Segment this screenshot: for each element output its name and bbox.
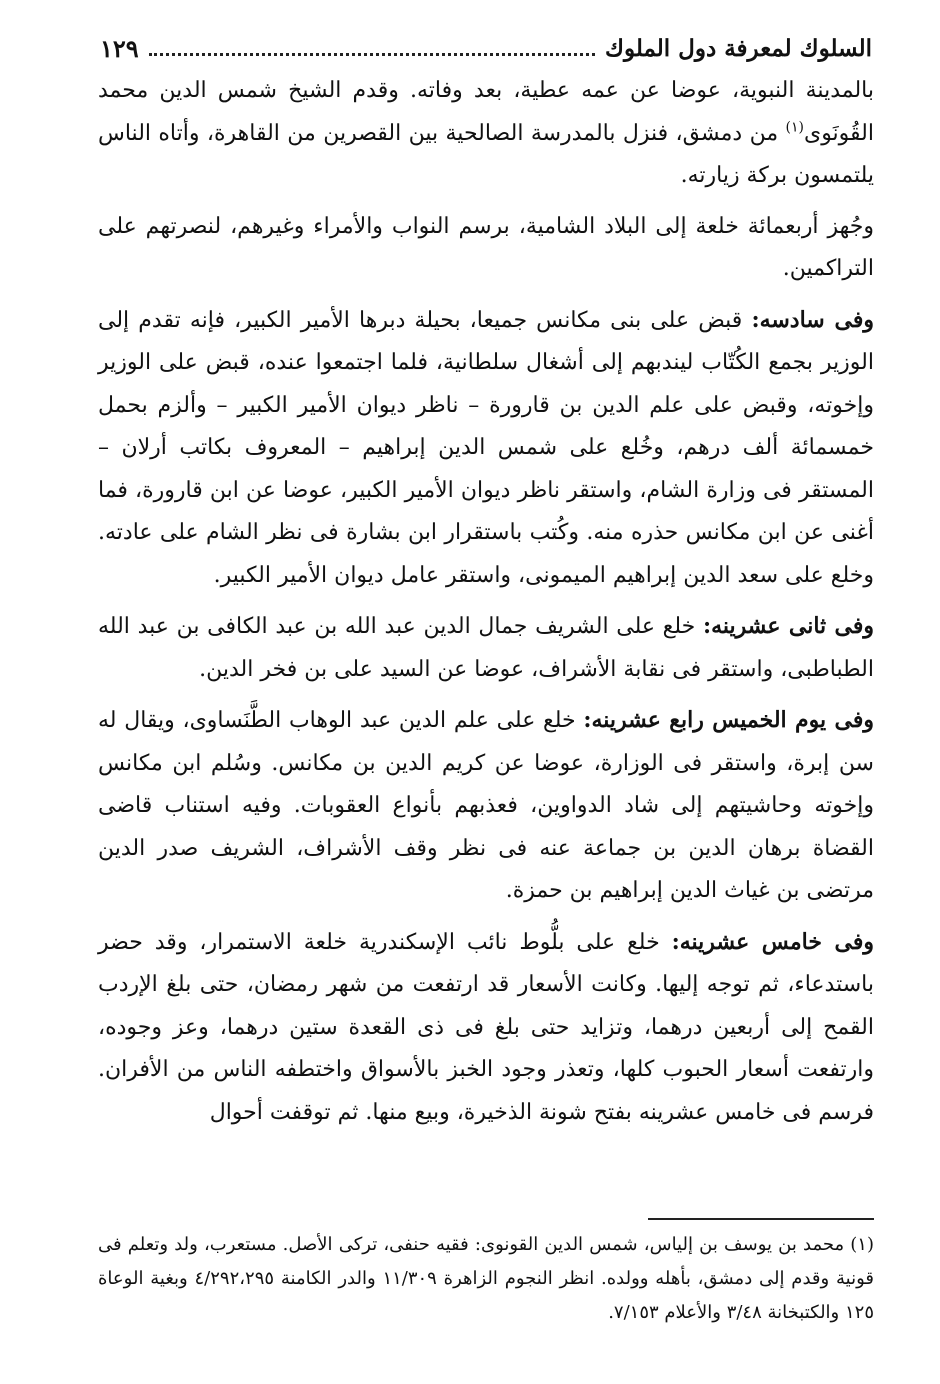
footnotes [98,1228,874,1330]
entry-text: قبض على بنى مكانس جميعا، بحيلة دبرها الأمير الكبير، فإنه تقدم إلى الوزير بجمع الكُتّاب ليندبهم إلى أشغال سلطانية، فلما اجتمعوا عنده، قبض على الوزير وإخوته، وقبض على علم الدين بن قارورة – ناظر ديوان الأمير الكبير – وألزم بحمل خمسمائة ألف درهم، وخُلع على شمس الدين إبراهيم – المعروف بكاتب أرلان – المستقر فى وزارة الشام، واستقر ناظر ديوان الأمير الكبير، عوضا عن ابن قارورة، فما أغنى عن ابن مكانس حذره منه. وكُتب باستقرار ابن بشارة فى نظر الشام على عادته. وخلع على سعد الدين إبراهيم الميمونى، واستقر عامل ديوان الأمير الكبير. [98,307,874,588]
paragraph [98,206,874,291]
entry-date-heading: وفى ثانى عشرينه: [702,613,874,639]
paragraph-text: وجُهز أربعمائة خلعة إلى البلاد الشامية، برسم النواب والأمراء وغيرهم، لنصرتهم على التراكمين. [98,213,874,281]
paragraph-text: من دمشق، فنزل بالمدرسة الصالحية بين القصرين من القاهرة، وأتاه الناس يلتمسون بركة زيارته. [98,120,874,188]
paragraph-text: بالمدينة النبوية، عوضا عن عمه عطية، بعد وفاته. وقدم الشيخ شمس الدين محمد القُونَوى [98,78,874,146]
leader-dots [149,53,595,56]
entry-date-heading: وفى خامس عشرينه: [671,928,875,955]
entry-text: خلع على بلُّوط نائب الإسكندرية خلعة الاستمرار، وقد حضر باستدعاء، ثم توجه إليها. وكانت الأسعار قد ارتفعت من شهر رمضان، حتى بلغ الإردب القمح إلى أربعين درهما، وتزايد حتى بلغ فى ذى القعدة ستين درهما، وعز وجوده، وارتفعت أسعار الحبوب كلها، وتعذر وجود الخبز بالأسواق واختطفه الناس من الأفران. فرسم فى خامس عشرينه بفتح شونة الذخيرة، وبيع منها. ثم توقفت أحوال [98,929,874,1125]
running-header [100,28,872,68]
footnote-reference[interactable]: (١) [785,119,804,136]
entry-text: خلع على علم الدين عبد الوهاب الطَّنَساوى، ويقال له سن إبرة، واستقر فى الوزارة، عوضا عن كريم الدين بن مكانس. وسُلم ابن مكانس وإخوته وحاشيتهم إلى شاد الدواوين، فعذبهم بأنواع العقوبات. وفيه استناب قاضى القضاة برهان الدين بن جماعة عنه فى نظر وقف الأشراف، الشريف صدر الدين مرتضى بن غياث الدين إبراهيم بن حمزة. [98,708,874,903]
footnote: (١) محمد بن يوسف بن إلياس، شمس الدين القونوى: فقيه حنفى، تركى الأصل. مستعرب، ولد وتعلم فى قونية وقدم إلى دمشق، بأهله وولده. انظر النجوم الزاهرة ١١/٣٠٩ والدر الكامنة ٤/٢٩٢،٢٩٥ وبغية الوعاة ١٢٥ والكتبخانة ٣/٤٨ والأعلام ٧/١٥٣. [98,1234,874,1323]
footnote-divider [648,1218,874,1220]
dated-entry [98,699,874,913]
dated-entry [98,605,874,691]
entry-date-heading: وفى سادسه: [751,306,875,333]
entry-text: خلع على الشريف جمال الدين عبد الله بن عبد الكافى بن عبد الله الطباطبى، واستقر فى نقابة الأشراف، عوضا عن السيد على بن فخر الدين. [98,614,874,682]
paragraph [98,70,874,198]
body-text [98,70,874,1134]
dated-entry [98,921,874,1135]
page-number: ١٢٩ [100,33,139,63]
book-title: السلوك لمعرفة دول الملوك [604,34,872,62]
dated-entry [98,299,874,598]
entry-date-heading: وفى يوم الخميس رابع عشرينه: [583,707,874,733]
